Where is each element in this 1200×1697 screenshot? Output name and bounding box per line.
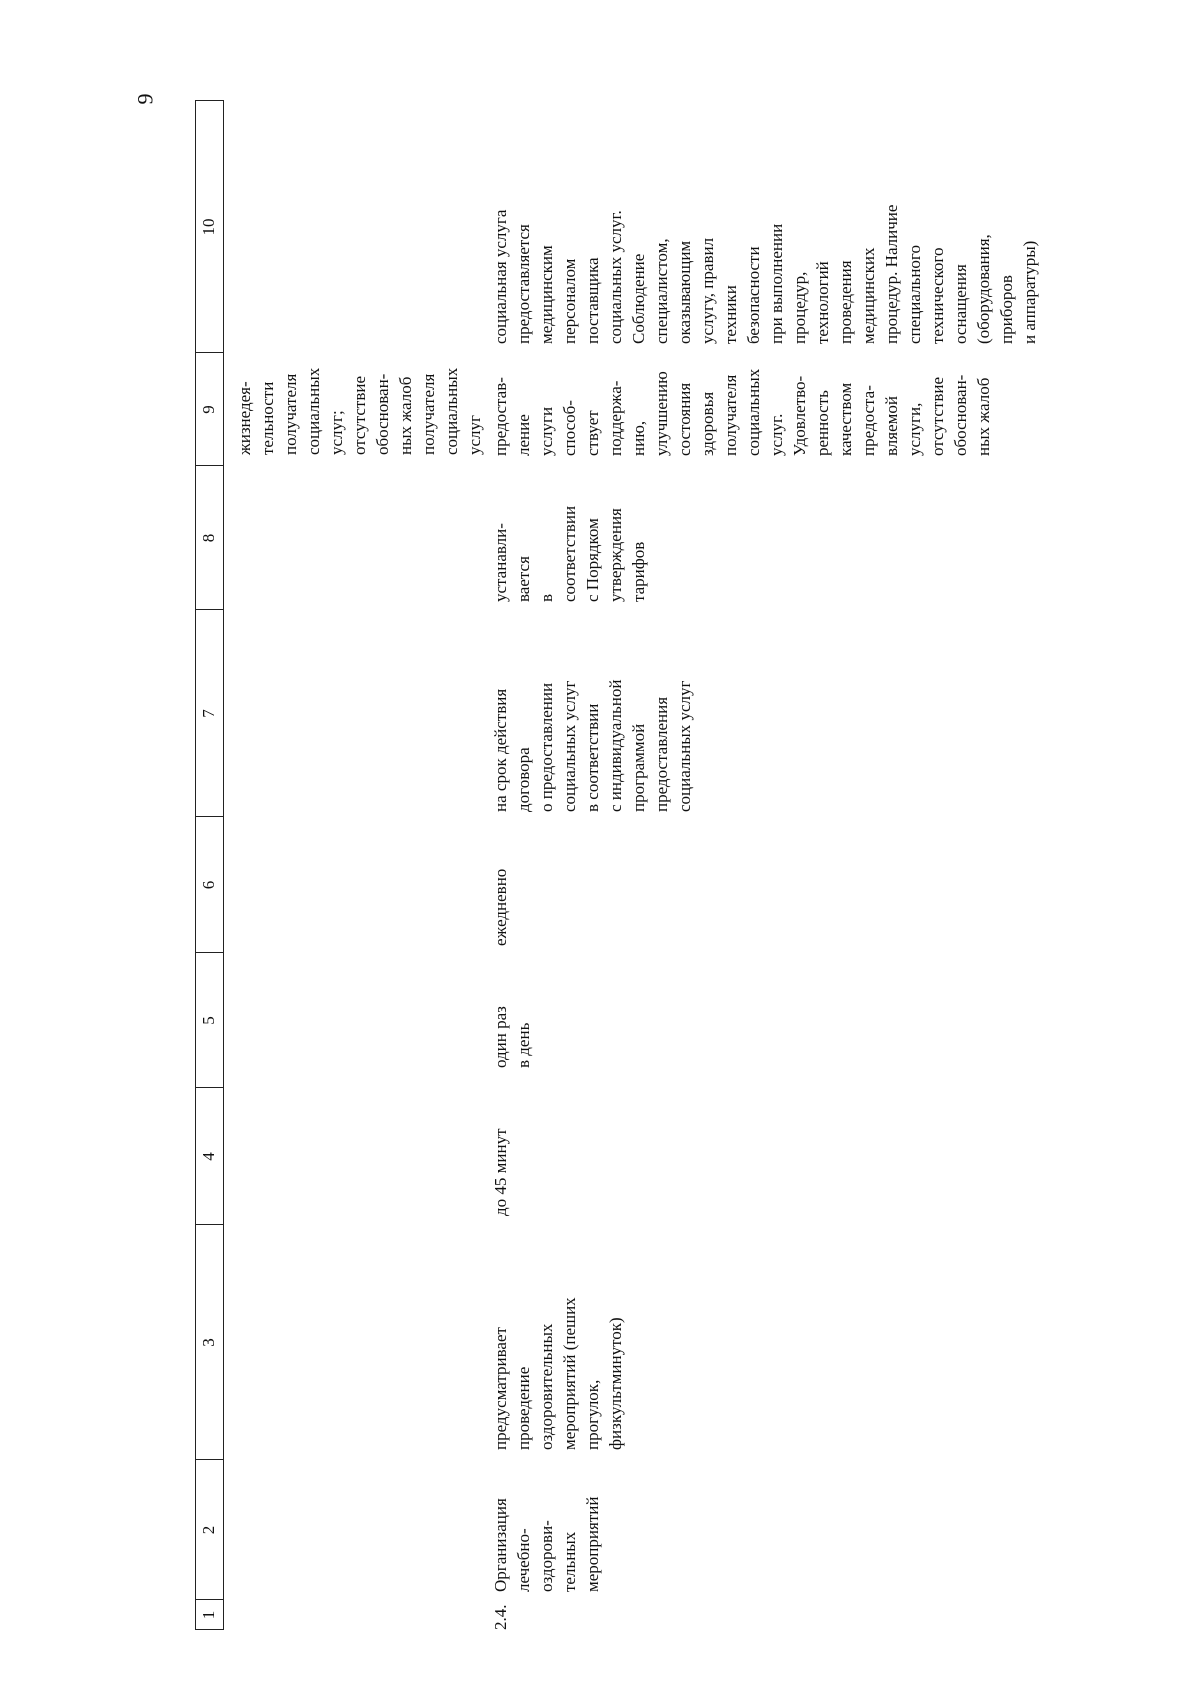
service-duration: до 45 минут xyxy=(491,1128,510,1216)
page-number: 9 xyxy=(132,93,158,105)
row-number: 2.4. xyxy=(491,1604,510,1630)
continuation-quality-text: жизнедея- тельности получателя социальных услуг; отсутствие обоснован- ных жалоб получателя социальных услуг xyxy=(235,367,484,455)
service-tariff: устанавли- вается в соответствии с Порядком утверждения тарифов xyxy=(491,505,648,602)
service-conditions: социальная услуга предоставляется медицинским персоналом поставщика социальных услуг. Соблюдение специалистом, оказывающим услугу, правил техники безопасности при выполнении процедур, технологий проведения медицинских процедур. Наличие специального технического оснащения (оборудования, приборов и аппаратуры) xyxy=(491,204,1039,344)
service-term: на срок действия договора о предоставлении социальных услуг в соответствии с индивидуальной программой предоставления социальных услуг xyxy=(491,679,694,812)
col-number: 9 xyxy=(199,405,218,414)
col-number: 5 xyxy=(199,1016,218,1025)
col-number: 1 xyxy=(199,1610,218,1620)
col-number: 10 xyxy=(199,218,218,236)
col-number: 8 xyxy=(199,533,218,543)
col-number: 2 xyxy=(199,1525,218,1535)
col-number: 4 xyxy=(199,1152,218,1161)
col-number: 3 xyxy=(199,1338,218,1347)
service-description: предусматривает проведение оздоровительных мероприятий (пеших прогулок, физкультминуток) xyxy=(491,1297,625,1450)
service-name: Организация лечебно- оздорови- тельных мероприятий xyxy=(491,1496,602,1592)
service-quality: предостав- ление услуги способ- ствует поддержа- нию, улучшению состояния здоровья получателя социальных услуг. Удовлетво- ренность качеством предоста- вляемой услуги, отсутствие обоснован- ных жалоб xyxy=(491,368,993,456)
rotated-table xyxy=(195,100,1195,1630)
service-frequency: один раз в день xyxy=(491,1006,533,1068)
service-period: ежедневно xyxy=(491,868,510,946)
col-number: 6 xyxy=(199,880,218,890)
table-header-bottom-border xyxy=(223,100,224,1630)
col-number: 7 xyxy=(199,709,218,718)
